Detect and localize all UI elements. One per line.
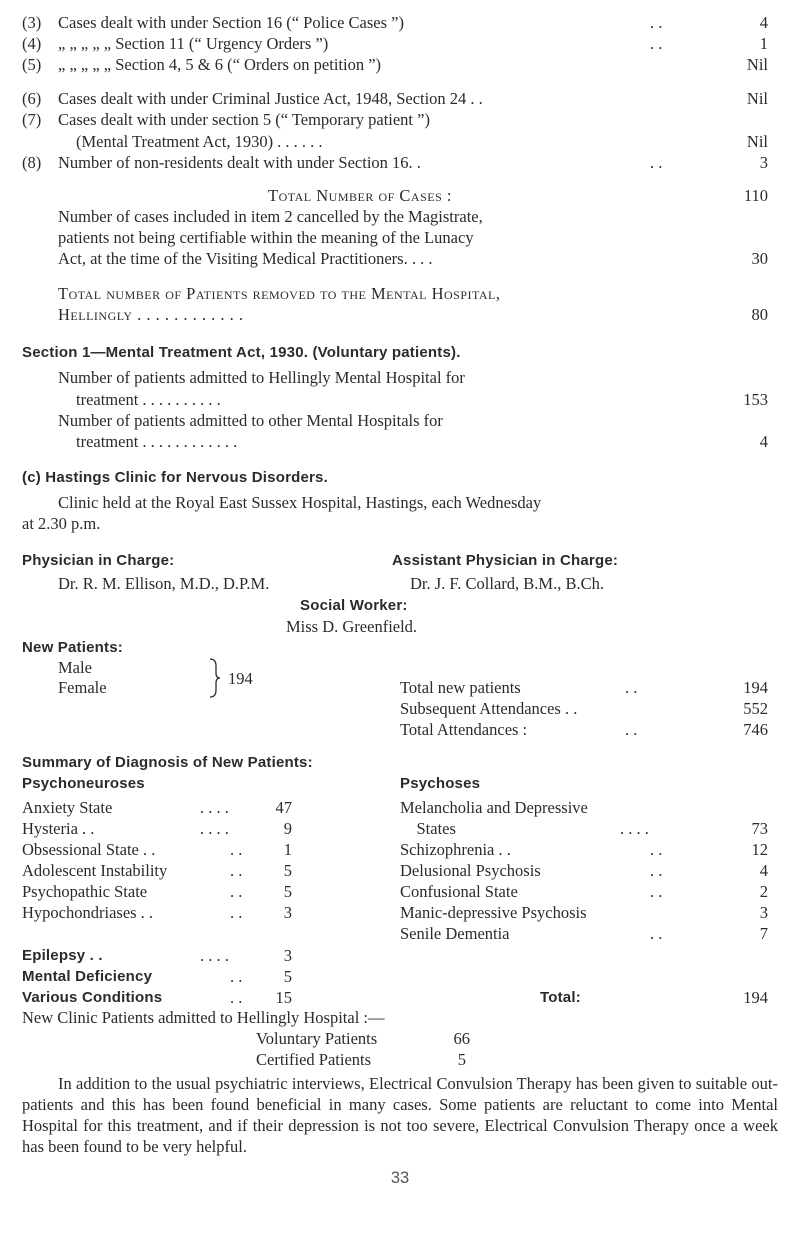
diag-left-dots: . . [230, 840, 243, 859]
voluntary-label: Voluntary Patients [256, 1029, 378, 1048]
summary-total-label: Total: [540, 989, 581, 1006]
summary-heading: Summary of Diagnosis of New Patients: [22, 754, 313, 771]
diag-right-dots: . . [650, 840, 663, 859]
diag-right-label: Confusional State [400, 882, 518, 901]
case-value-4: 1 [759, 34, 768, 53]
diag-right-dots: . . [650, 882, 663, 901]
page-number: 33 [390, 1169, 410, 1187]
diag-left-value: 5 [283, 882, 292, 901]
section1-item2-line1: Number of patients admitted to other Mental Hospitals for [58, 411, 443, 430]
diag-right-label: Manic-depressive Psychosis [400, 903, 587, 922]
diag-right-value: 3 [759, 903, 768, 922]
case-text-5: „ „ „ „ „ Section 4, 5 & 6 (“ Orders on petition ”) [58, 55, 382, 74]
diag-left-value: 9 [283, 819, 292, 838]
diag-right-value: 7 [759, 924, 768, 943]
diag-bold-dots: . . [230, 967, 243, 986]
case-text-3: Cases dealt with under Section 16 (“ Police Cases ”) [58, 13, 404, 32]
physician-name: Dr. R. M. Ellison, M.D., D.P.M. [58, 574, 270, 593]
diag-left-value: 47 [275, 798, 292, 817]
right-brace-icon [208, 658, 222, 698]
voluntary-value: 66 [453, 1029, 470, 1048]
diag-bold-value: 5 [283, 967, 292, 986]
case-dots-3: . . [650, 13, 663, 32]
section1-item1-line2: treatment . . . . . . . . . . [76, 390, 221, 409]
closing-paragraph: In addition to the usual psychiatric interviews, Electrical Convulsion Therapy has been given to suitable out-patients and this has been found beneficial in many cases. Some patients are reluctant to come into Mental Hospital for this treatment, and if their depression is not too severe, Electrical Convulsion Therapy once a week has been found to be very helpful. [22, 1074, 778, 1156]
clinic-heading: (c) Hastings Clinic for Nervous Disorders. [22, 469, 328, 486]
total-cases-label: Total Number of Cases : [268, 186, 452, 205]
male-label: Male [58, 658, 92, 677]
summary-total-value: 194 [743, 988, 768, 1007]
diag-bold-label: Various Conditions [22, 989, 163, 1006]
social-name: Miss D. Greenfield. [286, 617, 418, 636]
diag-right-label: Melancholia and Depressive [400, 798, 588, 817]
case-text-6: Cases dealt with under Criminal Justice Act, 1948, Section 24 . . [58, 89, 483, 108]
case-text-4: „ „ „ „ „ Section 11 (“ Urgency Orders ”) [58, 34, 329, 53]
case-num-4: (4) [22, 34, 42, 53]
diag-bold-dots: . . . . [200, 946, 229, 965]
diag-bold-value: 15 [275, 988, 292, 1007]
psychoses-heading: Psychoses [400, 775, 481, 792]
case-value-8: 3 [759, 153, 768, 172]
diag-right-label: Senile Dementia [400, 924, 510, 943]
cancelled-line-1: Number of cases included in item 2 cancelled by the Magistrate, [58, 207, 483, 226]
physician-heading: Physician in Charge: [22, 552, 175, 569]
cancelled-value: 30 [751, 249, 768, 268]
diag-left-dots: . . [230, 861, 243, 880]
diag-left-value: 1 [283, 840, 292, 859]
social-heading: Social Worker: [300, 597, 408, 614]
male-female-combined: 194 [228, 669, 253, 688]
total-attendances-label: Total Attendances : [400, 720, 528, 739]
removed-value: 80 [751, 305, 768, 324]
case-value-3: 4 [759, 13, 768, 32]
diag-right-dots: . . [650, 861, 663, 880]
diag-bold-label: Epilepsy . . [22, 947, 103, 964]
case-value-5: Nil [746, 55, 768, 74]
assistant-name: Dr. J. F. Collard, B.M., B.Ch. [410, 574, 604, 593]
clinic-line-1: Clinic held at the Royal East Sussex Hospital, Hastings, each Wednesday [58, 493, 542, 512]
case-num-5: (5) [22, 55, 42, 74]
diag-right-dots: . . [650, 924, 663, 943]
diag-right-value: 12 [751, 840, 768, 859]
total-attendances-dots: . . [625, 720, 638, 739]
certified-value: 5 [457, 1050, 466, 1069]
new-patients-heading: New Patients: [22, 639, 123, 656]
case-text-7-cont: (Mental Treatment Act, 1930) . . . . . . [76, 132, 323, 151]
case-value-6: Nil [746, 89, 768, 108]
diag-left-dots: . . . . [200, 798, 229, 817]
case-value-7: Nil [746, 132, 768, 151]
cancelled-line-3: Act, at the time of the Visiting Medical Practitioners. . . . [58, 249, 433, 268]
diag-right-value: 2 [759, 882, 768, 901]
diag-right-value: 4 [759, 861, 768, 880]
cancelled-line-2: patients not being certifiable within the meaning of the Lunacy [58, 228, 474, 247]
diag-left-label: Hypochondriases . . [22, 903, 154, 922]
diag-left-dots: . . [230, 882, 243, 901]
diag-right-label: Delusional Psychosis [400, 861, 541, 880]
total-new-dots: . . [625, 678, 638, 697]
diag-left-label: Anxiety State [22, 798, 113, 817]
female-label: Female [58, 678, 107, 697]
diag-left-label: Obsessional State . . [22, 840, 156, 859]
section1-item2-line2: treatment . . . . . . . . . . . . [76, 432, 238, 451]
certified-label: Certified Patients [256, 1050, 372, 1069]
case-num-7: (7) [22, 110, 42, 129]
diag-right-dots: . . . . [620, 819, 649, 838]
diag-bold-value: 3 [283, 946, 292, 965]
section1-heading: Section 1—Mental Treatment Act, 1930. (Voluntary patients). [22, 344, 461, 361]
diag-bold-label: Mental Deficiency [22, 968, 153, 985]
subsequent-label: Subsequent Attendances . . [400, 699, 578, 718]
psychoneuroses-heading: Psychoneuroses [22, 775, 145, 792]
diag-right-label: Schizophrenia . . [400, 840, 511, 859]
diag-left-dots: . . . . [200, 819, 229, 838]
section1-item1-value: 153 [743, 390, 768, 409]
case-dots-4: . . [650, 34, 663, 53]
assistant-heading: Assistant Physician in Charge: [392, 552, 619, 569]
section1-item1-line1: Number of patients admitted to Hellingly Mental Hospital for [58, 368, 465, 387]
case-num-6: (6) [22, 89, 42, 108]
diag-left-label: Hysteria . . [22, 819, 95, 838]
diag-left-label: Adolescent Instability [22, 861, 168, 880]
diag-left-dots: . . [230, 903, 243, 922]
total-attendances-value: 746 [743, 720, 768, 739]
diag-left-value: 3 [283, 903, 292, 922]
diag-right-label: States [400, 819, 456, 838]
admitted-line: New Clinic Patients admitted to Hellingly Hospital :— [22, 1008, 385, 1027]
removed-line-2: Hellingly . . . . . . . . . . . . [58, 305, 244, 324]
diag-left-label: Psychopathic State [22, 882, 148, 901]
total-new-label: Total new patients [400, 678, 521, 697]
total-new-value: 194 [743, 678, 768, 697]
clinic-line-2: at 2.30 p.m. [22, 514, 101, 533]
case-dots-8: . . [650, 153, 663, 172]
removed-line-1: Total number of Patients removed to the Mental Hospital, [58, 284, 501, 303]
subsequent-value: 552 [743, 699, 768, 718]
case-text-8: Number of non-residents dealt with under Section 16. . [58, 153, 421, 172]
case-num-8: (8) [22, 153, 42, 172]
diag-left-value: 5 [283, 861, 292, 880]
case-text-7: Cases dealt with under section 5 (“ Temporary patient ”) [58, 110, 430, 129]
section1-item2-value: 4 [759, 432, 768, 451]
total-cases-value: 110 [743, 186, 768, 205]
diag-bold-dots: . . [230, 988, 243, 1007]
case-num-3: (3) [22, 13, 42, 32]
diag-right-value: 73 [751, 819, 768, 838]
